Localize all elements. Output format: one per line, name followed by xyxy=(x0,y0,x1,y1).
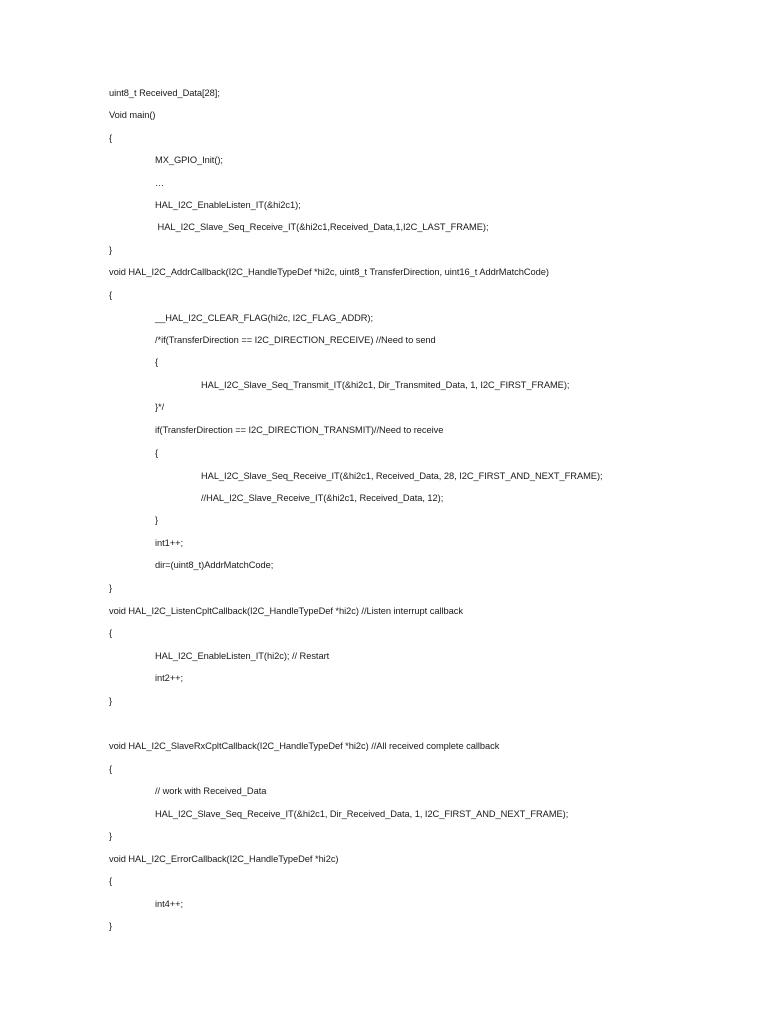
code-line: void HAL_I2C_AddrCallback(I2C_HandleTypeDef *hi2c, uint8_t TransferDirection, uint16_t AddrMatchCode) xyxy=(109,267,549,277)
code-line: { xyxy=(109,876,113,886)
code-line: { xyxy=(109,133,113,143)
code-line: void HAL_I2C_ErrorCallback(I2C_HandleTypeDef *hi2c) xyxy=(109,854,339,864)
code-line: HAL_I2C_EnableListen_IT(hi2c); // Restart xyxy=(155,651,330,661)
code-line: dir=(uint8_t)AddrMatchCode; xyxy=(155,560,274,570)
code-line: HAL_I2C_Slave_Seq_Receive_IT(&hi2c1, Received_Data, 28, I2C_FIRST_AND_NEXT_FRAME); xyxy=(201,471,603,481)
code-line: HAL_I2C_Slave_Seq_Receive_IT(&hi2c1, Dir_Received_Data, 1, I2C_FIRST_AND_NEXT_FRAME); xyxy=(155,809,569,819)
code-line: } xyxy=(109,245,113,255)
code-line: HAL_I2C_Slave_Seq_Receive_IT(&hi2c1,Received_Data,1,I2C_LAST_FRAME); xyxy=(155,222,489,232)
code-line: uint8_t Received_Data[28]; xyxy=(109,88,220,98)
code-line: } xyxy=(109,583,113,593)
code-line: HAL_I2C_EnableListen_IT(&hi2c1); xyxy=(155,200,301,210)
code-line: /*if(TransferDirection == I2C_DIRECTION_RECEIVE) //Need to send xyxy=(155,335,436,345)
code-line: } xyxy=(109,831,113,841)
code-line: { xyxy=(109,628,113,638)
code-line: // work with Received_Data xyxy=(155,786,267,796)
code-line: { xyxy=(155,448,159,458)
code-line: { xyxy=(109,290,113,300)
code-line: }*/ xyxy=(155,402,165,412)
code-line: if(TransferDirection == I2C_DIRECTION_TRANSMIT)//Need to receive xyxy=(155,425,444,435)
code-line: //HAL_I2C_Slave_Receive_IT(&hi2c1, Received_Data, 12); xyxy=(201,493,444,503)
code-line: Void main() xyxy=(109,110,156,120)
code-line: void HAL_I2C_ListenCpltCallback(I2C_HandleTypeDef *hi2c) //Listen interrupt callback xyxy=(109,606,463,616)
code-line: { xyxy=(109,764,113,774)
code-line: void HAL_I2C_SlaveRxCpltCallback(I2C_HandleTypeDef *hi2c) //All received complete callback xyxy=(109,741,500,751)
code-line: } xyxy=(155,515,159,525)
code-line: MX_GPIO_Init(); xyxy=(155,155,223,165)
code-line: … xyxy=(155,178,165,188)
code-line: int1++; xyxy=(155,538,184,548)
code-line: { xyxy=(155,357,159,367)
code-line: } xyxy=(109,696,113,706)
code-line: } xyxy=(109,921,113,931)
code-line: HAL_I2C_Slave_Seq_Transmit_IT(&hi2c1, Dir_Transmited_Data, 1, I2C_FIRST_FRAME); xyxy=(201,380,570,390)
code-line: __HAL_I2C_CLEAR_FLAG(hi2c, I2C_FLAG_ADDR); xyxy=(155,313,374,323)
code-line: int2++; xyxy=(155,673,184,683)
code-line: int4++; xyxy=(155,899,184,909)
